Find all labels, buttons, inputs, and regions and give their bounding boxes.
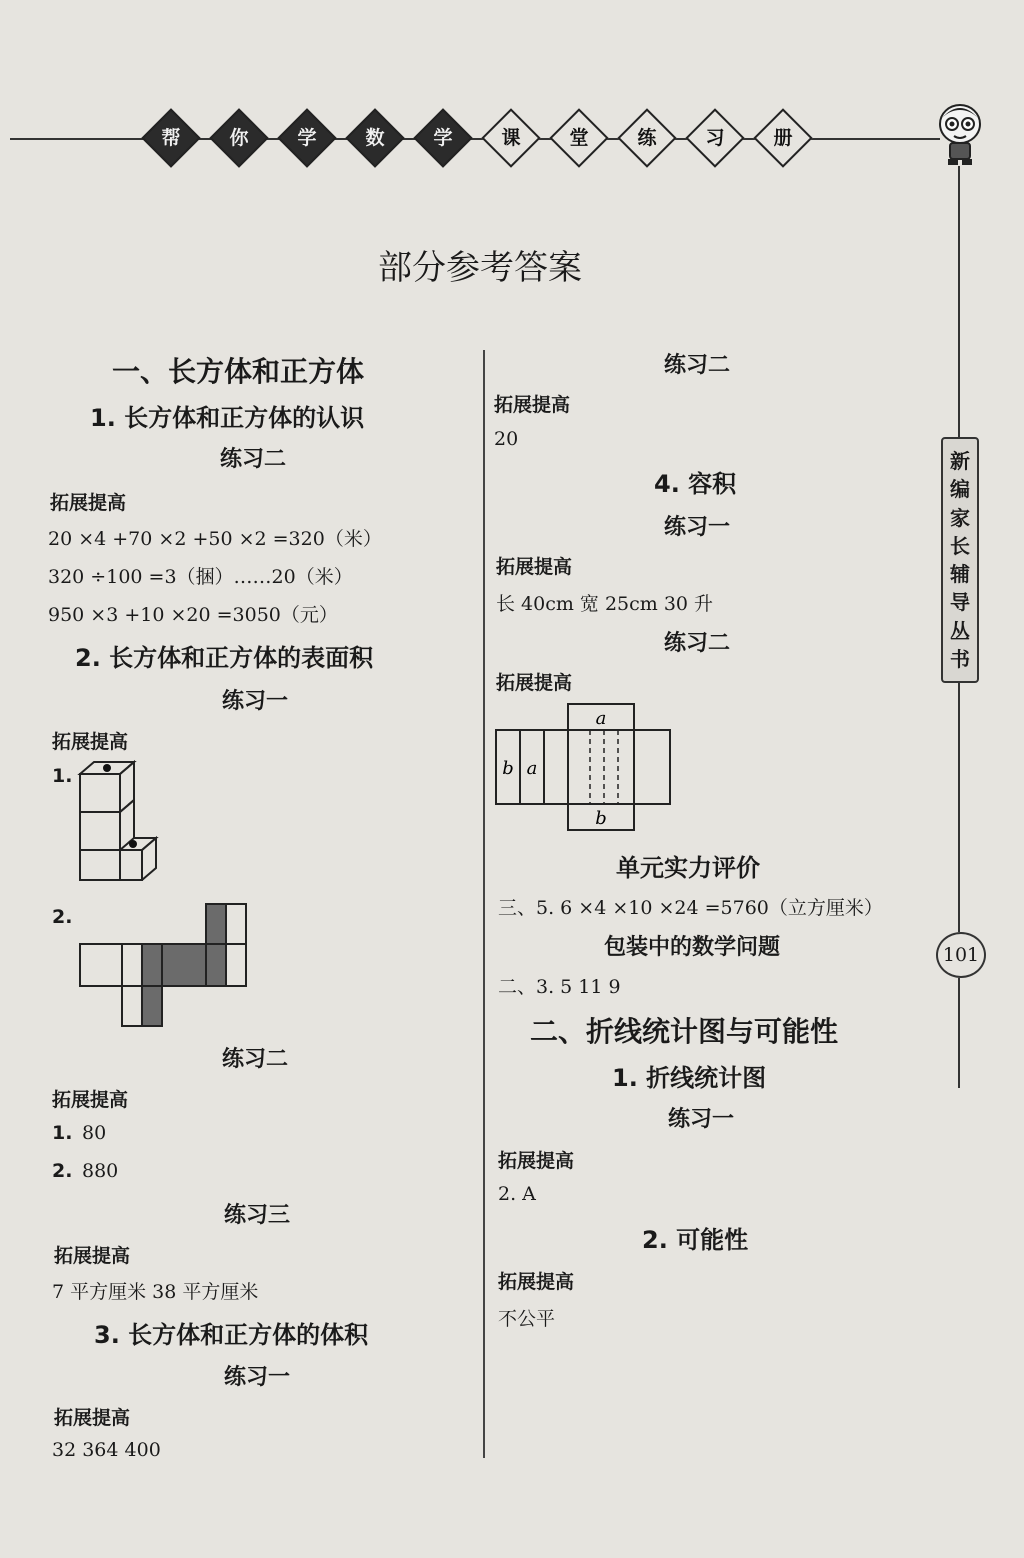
extension-label: 拓展提高 <box>54 1407 131 1429</box>
exercise-heading: 练习二 <box>664 631 731 656</box>
section-heading: 3. 长方体和正方体的体积 <box>94 1321 369 1349</box>
header-char: 你 <box>229 127 249 149</box>
unit-heading: 一、长方体和正方体 <box>112 355 365 388</box>
net-label: b <box>502 758 514 779</box>
net-label: a <box>595 708 607 729</box>
header-char: 堂 <box>569 127 589 149</box>
extension-label: 拓展提高 <box>496 556 573 578</box>
header-char: 习 <box>705 127 725 149</box>
extension-label: 拓展提高 <box>50 492 127 514</box>
series-char: 新 <box>950 449 970 474</box>
answer-line: 20 <box>494 428 519 450</box>
section-heading: 2. 长方体和正方体的表面积 <box>75 644 374 672</box>
exercise-heading: 练习二 <box>220 447 287 472</box>
answer-line: 950 ×3 +10 ×20 =3050（元） <box>48 604 338 626</box>
section-heading: 单元实力评价 <box>616 854 760 882</box>
extension-label: 拓展提高 <box>498 1150 575 1172</box>
series-char: 长 <box>950 533 970 558</box>
section-heading: 包装中的数学问题 <box>604 935 781 960</box>
answer-line: 三、5. 6 ×4 ×10 ×24 =5760（立方厘米） <box>498 897 883 919</box>
column-divider <box>483 350 485 1458</box>
header-char: 练 <box>637 127 657 149</box>
exercise-heading: 练习二 <box>664 353 731 378</box>
net-grid-figure <box>78 900 250 1030</box>
series-char: 家 <box>950 505 970 530</box>
answer-line: 长 40cm 宽 25cm 30 升 <box>496 593 714 615</box>
exercise-heading: 练习一 <box>224 1365 291 1390</box>
mascot-icon <box>930 96 990 168</box>
page-number: 101 <box>936 932 986 978</box>
answer-line: 880 <box>82 1160 119 1182</box>
series-char: 导 <box>950 590 970 615</box>
question-number: 1. <box>52 765 73 787</box>
exercise-heading: 练习一 <box>664 515 731 540</box>
net-label: a <box>526 758 538 779</box>
section-heading: 1. 折线统计图 <box>612 1064 767 1092</box>
extension-label: 拓展提高 <box>52 731 129 753</box>
extension-label: 拓展提高 <box>498 1271 575 1293</box>
side-rule-top <box>958 166 960 437</box>
answer-line: 2. A <box>498 1183 536 1205</box>
extension-label: 拓展提高 <box>52 1089 129 1111</box>
answer-line: 20 ×4 +70 ×2 +50 ×2 =320（米） <box>48 528 382 550</box>
section-heading: 2. 可能性 <box>642 1226 749 1254</box>
series-label <box>941 437 979 683</box>
exercise-heading: 练习一 <box>222 689 289 714</box>
exercise-heading: 练习三 <box>224 1203 291 1228</box>
cube-stack-figure <box>76 758 160 882</box>
section-heading: 1. 长方体和正方体的认识 <box>90 404 365 432</box>
question-number: 2. <box>52 1160 73 1182</box>
answer-line: 80 <box>82 1122 107 1144</box>
side-rule-bottom <box>958 978 960 1088</box>
series-char: 编 <box>950 477 970 502</box>
exercise-heading: 练习二 <box>222 1047 289 1072</box>
page-title: 部分参考答案 <box>378 248 582 288</box>
header-char: 学 <box>433 127 453 149</box>
answer-line: 二、3. 5 11 9 <box>498 976 621 998</box>
net-label: b <box>595 808 607 829</box>
side-rule-mid <box>958 683 960 932</box>
answer-line: 7 平方厘米 38 平方厘米 <box>52 1281 259 1303</box>
extension-label: 拓展提高 <box>496 672 573 694</box>
extension-label: 拓展提高 <box>54 1245 131 1267</box>
question-number: 1. <box>52 1122 73 1144</box>
series-char: 辅 <box>950 562 970 587</box>
header-char: 册 <box>773 127 793 149</box>
question-number: 2. <box>52 906 73 928</box>
unit-heading: 二、折线统计图与可能性 <box>530 1015 839 1048</box>
series-char: 丛 <box>950 618 970 643</box>
answer-line: 32 364 400 <box>52 1439 161 1461</box>
header-char: 课 <box>501 127 521 149</box>
box-net-figure <box>494 702 674 834</box>
header-char: 学 <box>297 127 317 149</box>
exercise-heading: 练习一 <box>668 1107 735 1132</box>
header-char: 数 <box>365 127 385 149</box>
answer-line: 320 ÷100 =3（捆）……20（米） <box>48 566 353 588</box>
extension-label: 拓展提高 <box>494 394 571 416</box>
answer-line: 不公平 <box>498 1308 556 1330</box>
section-heading: 4. 容积 <box>654 470 737 498</box>
header-char: 帮 <box>161 127 181 149</box>
series-char: 书 <box>950 646 970 671</box>
